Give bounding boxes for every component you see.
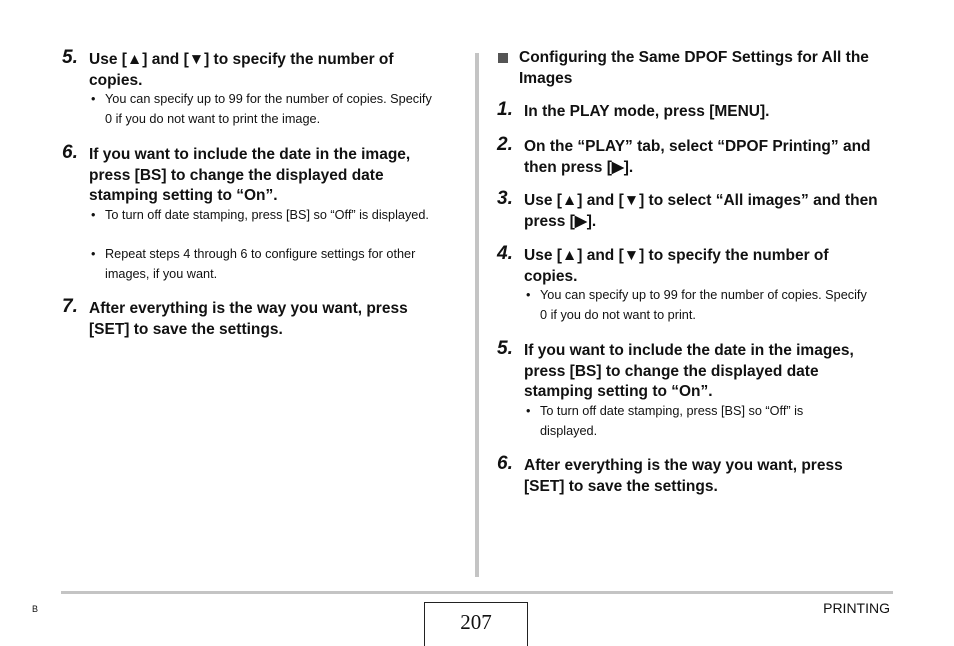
step-number: 6. (497, 453, 513, 474)
step-text: If you want to include the date in the images, press [BS] to change the displayed date stamping setting to “On”. (524, 342, 854, 400)
bullet-note: • You can specify up to 99 for the number of copies. Specify 0 if you do not want to print. (524, 286, 870, 325)
step-text: After everything is the way you want, press [SET] to save the settings. (524, 457, 843, 495)
step-text: After everything is the way you want, press [SET] to save the settings. (89, 300, 408, 338)
column-divider (475, 53, 479, 577)
step-text: Use [▲] and [▼] to specify the number of copies. (89, 51, 394, 89)
step-number: 1. (497, 99, 513, 120)
step-text: Use [▲] and [▼] to select “All images” and then press [▶]. (524, 192, 878, 230)
bullet-note: • To turn off date stamping, press [BS] so “Off” is displayed. (524, 402, 850, 441)
bullet-note: • Repeat steps 4 through 6 to configure settings for other images, if you want. (89, 245, 450, 284)
page-number: 207 (424, 602, 528, 646)
bullet-note: • To turn off date stamping, press [BS] so “Off” is displayed. (89, 206, 435, 226)
step-text: If you want to include the date in the image, press [BS] to change the displayed date stamping setting to “On”. (89, 146, 411, 204)
step-number: 5. (62, 47, 78, 68)
step-number: 7. (62, 296, 78, 317)
step-text: On the “PLAY” tab, select “DPOF Printing” and then press [▶]. (524, 138, 871, 176)
step-text: In the PLAY mode, press [MENU]. (524, 103, 770, 120)
step-number: 2. (497, 134, 513, 155)
step-text: Use [▲] and [▼] to specify the number of copies. (524, 247, 829, 285)
step-number: 4. (497, 243, 513, 264)
step-number: 5. (497, 338, 513, 359)
step-number: 3. (497, 188, 513, 209)
section-heading (497, 48, 914, 89)
bullet-note: • You can specify up to 99 for the number of copies. Specify 0 if you do not want to print the image. (89, 90, 435, 129)
footer-rule (61, 591, 893, 594)
step-number: 6. (62, 142, 78, 163)
section-title: Configuring the Same DPOF Settings for All the Images (519, 49, 869, 87)
square-bullet-icon (498, 53, 508, 63)
footer-code: B (32, 604, 39, 614)
footer-section-label: PRINTING (823, 600, 890, 616)
